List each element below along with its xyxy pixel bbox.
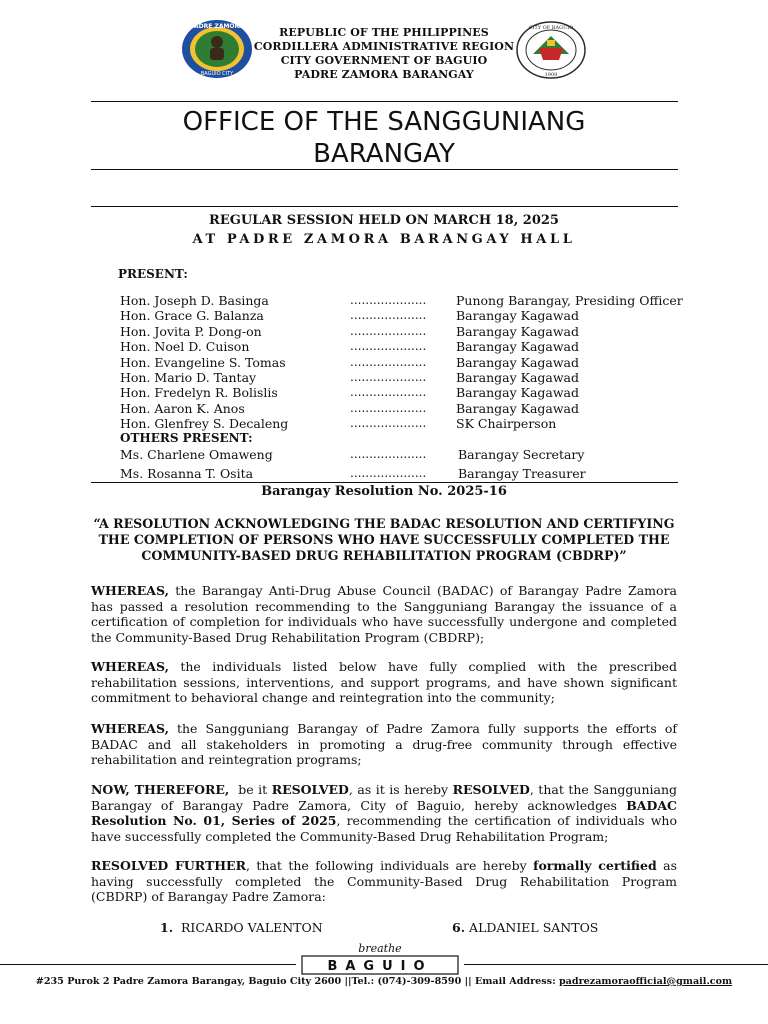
attendee-name: Hon. Fredelyn R. Bolislis bbox=[120, 385, 278, 400]
paragraph-emphasis: RESOLVED bbox=[271, 782, 349, 797]
leader-dots: .................... bbox=[350, 385, 427, 399]
attendee-name: Ms. Charlene Omaweng bbox=[120, 447, 273, 462]
attendee-name: Hon. Jovita P. Dong-on bbox=[120, 324, 262, 339]
leader-dots: .................... bbox=[350, 447, 427, 461]
session-title: REGULAR SESSION HELD ON MARCH 18, 2025 bbox=[209, 213, 559, 228]
divider bbox=[91, 101, 678, 102]
logo-tagline: breathe bbox=[358, 942, 402, 955]
leader-dots: .................... bbox=[350, 416, 427, 430]
paragraph-text: , that the Sangguniang Barangay of Barangay Padre Zamora, City of Baguio, hereby acknowledges bbox=[91, 782, 677, 813]
paragraph-text: , recommending the certification of individuals who have successfully completed the Community-Based Drug Rehabilitation Program; bbox=[91, 813, 677, 844]
attendee-name: Hon. Joseph D. Basinga bbox=[120, 293, 269, 308]
attendee-name: Hon. Mario D. Tantay bbox=[120, 370, 257, 385]
header-line: CORDILLERA ADMINISTRATIVE REGION bbox=[253, 40, 515, 53]
attendee-role: SK Chairperson bbox=[456, 416, 557, 431]
breathe-baguio-logo bbox=[296, 940, 464, 976]
attendee-name: Hon. Evangeline S. Tomas bbox=[120, 355, 286, 370]
attendee-role: Barangay Treasurer bbox=[458, 466, 586, 481]
attendee-role: Barangay Kagawad bbox=[456, 355, 580, 370]
divider bbox=[91, 482, 678, 483]
attendee-name: Hon. Noel D. Cuison bbox=[120, 339, 250, 354]
paragraph-lead: WHEREAS, bbox=[91, 583, 169, 598]
others-present-label: OTHERS PRESENT: bbox=[120, 431, 253, 445]
attendee-name: Hon. Grace G. Balanza bbox=[120, 308, 264, 323]
whereas-paragraph-3 bbox=[91, 721, 677, 768]
svg-text:PADRE ZAMORA: PADRE ZAMORA bbox=[190, 23, 244, 30]
header-line: CITY GOVERNMENT OF BAGUIO bbox=[280, 54, 488, 67]
certified-name: ALDANIEL SANTOS bbox=[469, 920, 599, 935]
footer-email-link[interactable]: padrezamoraofficial@gmail.com bbox=[558, 976, 733, 987]
resolution-title: “A RESOLUTION ACKNOWLEDGING THE BADAC RESOLUTION AND CERTIFYING THE COMPLETION OF PERSONS WHO HAVE SUCCESSFULLY COMPLETED THE COMMUNITY-BASED DRUG REHABILITATION PROGRAM (CBDRP)” bbox=[93, 516, 675, 563]
leader-dots: .................... bbox=[350, 339, 427, 353]
svg-text:BAGUIO CITY: BAGUIO CITY bbox=[200, 71, 234, 77]
footer-address: #235 Purok 2 Padre Zamora Barangay, Baguio City 2600 ||Tel.: (074)-309-8590 || Email Address: bbox=[35, 976, 559, 987]
office-title-line: OFFICE OF THE SANGGUNIANG bbox=[182, 107, 586, 137]
attendee-name: Hon. Aaron K. Anos bbox=[120, 401, 245, 416]
paragraph-emphasis: BADAC Resolution No. 01, Series of 2025 bbox=[91, 797, 677, 828]
attendee-role: Punong Barangay, Presiding Officer bbox=[456, 293, 683, 308]
attendee-role: Barangay Secretary bbox=[458, 447, 585, 462]
paragraph-text: , that the following individuals are hereby bbox=[245, 858, 534, 873]
resolved-paragraph bbox=[91, 782, 677, 844]
certified-person bbox=[452, 920, 598, 935]
attendee-role: Barangay Kagawad bbox=[456, 308, 580, 323]
office-title bbox=[0, 106, 768, 170]
svg-text:CITY OF BAGUIO: CITY OF BAGUIO bbox=[528, 25, 574, 31]
footer-contact bbox=[0, 976, 768, 987]
paragraph-lead: WHEREAS, bbox=[91, 659, 169, 674]
attendee-name: Hon. Glenfrey S. Decaleng bbox=[120, 416, 289, 431]
header-line: REPUBLIC OF THE PHILIPPINES bbox=[279, 26, 489, 39]
attendee-role: Barangay Kagawad bbox=[456, 370, 580, 385]
list-number: 1. bbox=[160, 920, 174, 935]
list-number: 6. bbox=[452, 920, 466, 935]
paragraph-text: be it bbox=[229, 782, 272, 797]
paragraph-text: the individuals listed below have fully complied with the prescribed rehabilitation sessions, interventions, and support programs, and have shown significant commitment to behavioral change and reintegration into the community; bbox=[91, 659, 677, 705]
government-header bbox=[0, 26, 768, 82]
leader-dots: .................... bbox=[350, 466, 427, 480]
divider bbox=[91, 169, 678, 170]
header-line: PADRE ZAMORA BARANGAY bbox=[294, 68, 474, 81]
divider bbox=[91, 206, 678, 207]
office-title-line: BARANGAY bbox=[313, 139, 455, 169]
paragraph-lead: RESOLVED FURTHER bbox=[91, 858, 246, 873]
paragraph-text: , as it is hereby bbox=[348, 782, 453, 797]
leader-dots: .................... bbox=[350, 308, 427, 322]
whereas-paragraph-1 bbox=[91, 583, 677, 645]
leader-dots: .................... bbox=[350, 293, 427, 307]
paragraph-text: as having successfully completed the Community-Based Drug Rehabilitation Program (CBDRP) of Barangay Padre Zamora: bbox=[91, 858, 678, 904]
attendee-role: Barangay Kagawad bbox=[456, 385, 580, 400]
leader-dots: .................... bbox=[350, 401, 427, 415]
leader-dots: .................... bbox=[350, 370, 427, 384]
paragraph-text: the Barangay Anti-Drug Abuse Council (BADAC) of Barangay Padre Zamora has passed a resolution recommending to the Sangguniang Barangay the issuance of a certification of completion for individuals who have successfully undergone and completed the Community-Based Drug Rehabilitation Program (CBDRP); bbox=[91, 583, 677, 645]
svg-text:1909: 1909 bbox=[544, 72, 558, 78]
session-venue: AT PADRE ZAMORA BARANGAY HALL bbox=[192, 232, 576, 247]
attendee-role: Barangay Kagawad bbox=[456, 401, 580, 416]
paragraph-text: the Sangguniang Barangay of Padre Zamora fully supports the efforts of BADAC and all stakeholders in promoting a drug-free community through effective rehabilitation and reintegration programs; bbox=[91, 721, 677, 767]
attendee-role: Barangay Kagawad bbox=[456, 324, 580, 339]
leader-dots: .................... bbox=[350, 324, 427, 338]
attendee-name: Ms. Rosanna T. Osita bbox=[120, 466, 254, 481]
certified-name: RICARDO VALENTON bbox=[181, 920, 323, 935]
paragraph-emphasis: formally certified bbox=[533, 858, 657, 873]
attendee-role: Barangay Kagawad bbox=[456, 339, 580, 354]
paragraph-emphasis: RESOLVED bbox=[452, 782, 530, 797]
resolution-number: Barangay Resolution No. 2025-16 bbox=[261, 484, 507, 499]
paragraph-lead: NOW, THEREFORE, bbox=[91, 782, 230, 797]
resolved-further-paragraph bbox=[91, 858, 677, 905]
whereas-paragraph-2 bbox=[91, 659, 677, 706]
logo-wordmark: BAGUIO bbox=[327, 959, 433, 974]
paragraph-lead: WHEREAS, bbox=[91, 721, 169, 736]
present-label: PRESENT: bbox=[118, 267, 188, 281]
certified-person bbox=[160, 920, 323, 935]
leader-dots: .................... bbox=[350, 355, 427, 369]
